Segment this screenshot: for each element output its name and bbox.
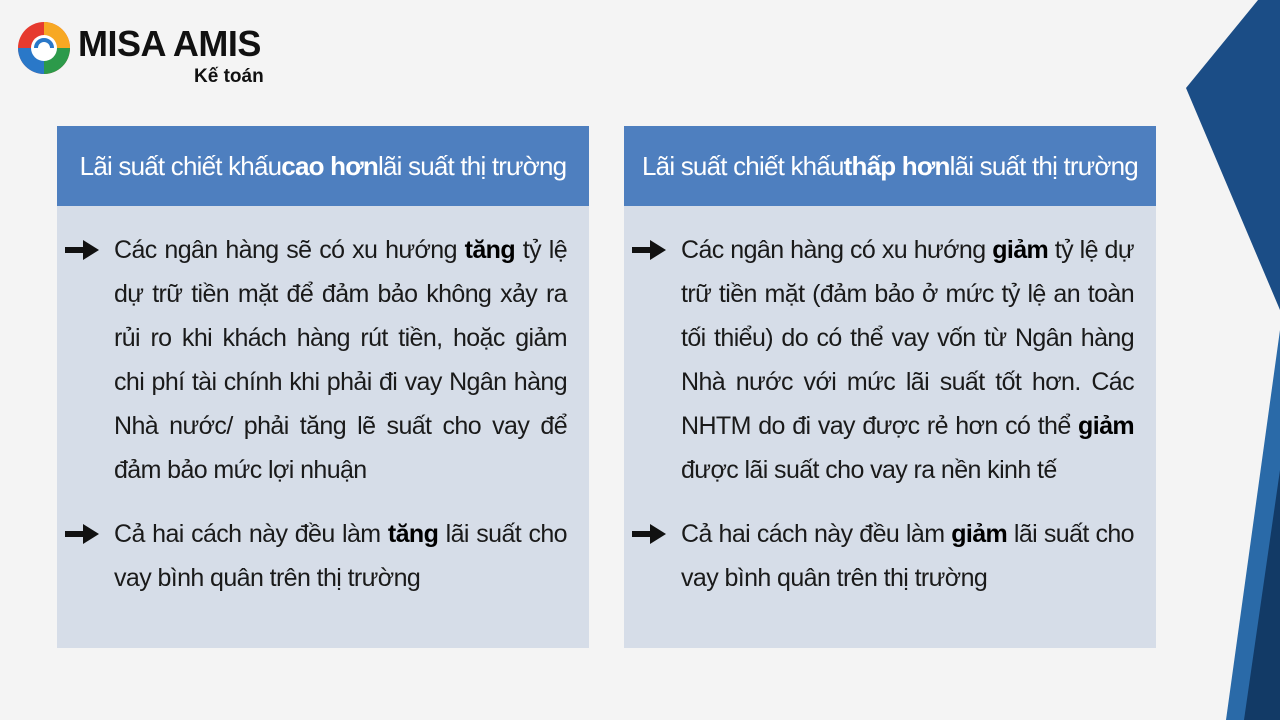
bullet-text-bold: tăng xyxy=(387,520,439,548)
arrow-right-icon xyxy=(632,512,672,556)
bullet-text-pre: Cả hai cách này đều làm xyxy=(114,520,388,548)
bullet-text-bold-2: giảm xyxy=(1078,412,1134,440)
misa-logo-icon xyxy=(16,20,72,76)
bullet-text-pre: Cả hai cách này đều làm xyxy=(681,520,952,548)
logo-sub-text: Kế toán xyxy=(194,66,264,87)
bullet-text xyxy=(681,512,1134,600)
bullet-item xyxy=(65,228,567,492)
bullet-item xyxy=(632,512,1134,600)
panel-body xyxy=(57,206,589,600)
bullet-text-post: lãi suất cho vay bình quân trên thị trường xyxy=(681,520,1134,592)
panel-higher-rate xyxy=(57,126,589,648)
bullet-item xyxy=(632,228,1134,492)
header-text-post: lãi suất thị trường xyxy=(377,150,567,181)
panel-header xyxy=(57,126,589,206)
bullet-text-post: tỷ lệ dự trữ tiền mặt để đảm bảo không xảy ra rủi ro khi khách hàng rút tiền, hoặc giảm chi phí tài chính khi phải đi vay Ngân hàng Nhà nước/ phải tăng lẽ suất cho vay để đảm bảo mức lợi nhuận xyxy=(114,236,567,484)
panel-header xyxy=(624,126,1156,206)
header-text-bold: thấp hơn xyxy=(843,150,950,181)
header-text-bold: cao hơn xyxy=(281,150,378,181)
header-text-post: lãi suất thị trường xyxy=(949,150,1138,181)
bullet-text-post-2: được lãi suất cho vay ra nền kinh tế xyxy=(681,456,1057,484)
bullet-text xyxy=(681,228,1134,492)
arrow-right-icon xyxy=(632,228,672,272)
bullet-text-bold: tăng xyxy=(464,236,516,264)
panel-lower-rate xyxy=(624,126,1156,648)
bullet-text-post: tỷ lệ dự trữ tiền mặt (đảm bảo ở mức tỷ lệ an toàn tối thiểu) do có thể vay vốn từ Ngân hàng Nhà nước với mức lãi suất tốt hơn. Các NHTM do đi vay được rẻ hơn có thể xyxy=(681,236,1135,440)
panel-body xyxy=(624,206,1156,600)
bullet-text-bold: giảm xyxy=(951,520,1008,548)
header-text-pre: Lãi suất chiết khấu xyxy=(79,150,282,181)
arrow-right-icon xyxy=(65,228,105,272)
logo-brand-text: MISA AMIS xyxy=(78,23,261,64)
bullet-text-pre: Các ngân hàng sẽ có xu hướng xyxy=(114,236,465,264)
bullet-text-pre: Các ngân hàng có xu hướng xyxy=(681,236,993,264)
decorative-stripes xyxy=(1180,0,1280,720)
bullet-text xyxy=(114,512,567,600)
bullet-text-bold: giảm xyxy=(992,236,1049,264)
arrow-right-icon xyxy=(65,512,105,556)
bullet-text-post: lãi suất cho vay bình quân trên thị trường xyxy=(114,520,567,592)
header-text-pre: Lãi suất chiết khấu xyxy=(642,150,844,181)
bullet-text xyxy=(114,228,567,492)
bullet-item xyxy=(65,512,567,600)
